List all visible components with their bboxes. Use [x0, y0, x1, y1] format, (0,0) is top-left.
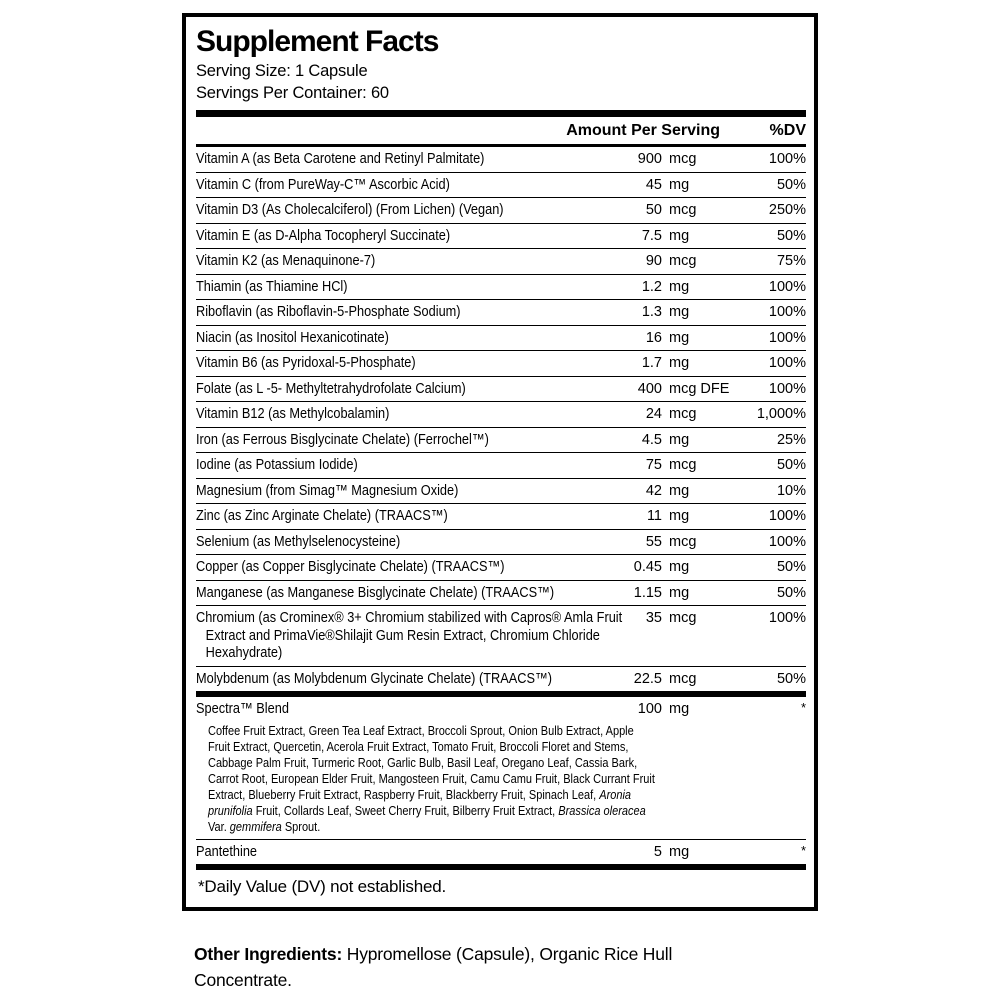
nutrient-name-line: Hexahydrate) [205, 645, 283, 661]
nutrient-row [196, 350, 806, 376]
nutrient-name-text: Selenium (as Methylselenocysteine) [196, 533, 401, 550]
amount-cell [616, 330, 720, 348]
blend-description-segment: Carrot Root, European Elder Fruit, Mangosteen Fruit, Camu Camu Fruit, Black Currant Fruit [208, 771, 655, 786]
nutrient-name-text: Vitamin B6 (as Pyridoxal-5-Phosphate) [196, 355, 416, 371]
blend-description-segment: Brassica oleracea [558, 803, 646, 818]
amount-cell [616, 279, 720, 297]
servings-per-container: Servings Per Container: 60 [196, 84, 389, 102]
amount-value: 400 [637, 380, 662, 397]
nutrient-name-text: Manganese (as Manganese Bisglycinate Chelate) (TRAACS™) [196, 584, 555, 601]
nutrient-row [196, 401, 806, 427]
nutrient-row [196, 666, 806, 692]
amount-value: 1.7 [641, 355, 662, 371]
nutrient-name-text: Molybdenum (as Molybdenum Glycinate Chelate) (TRAACS™) [196, 670, 553, 687]
dv-value: 50% [776, 670, 806, 687]
amount-cell [616, 202, 720, 220]
amount-unit: mcg [669, 202, 697, 218]
blend-section [196, 697, 806, 839]
dv-value: 100% [768, 329, 806, 346]
amount-cell [616, 406, 720, 424]
dv-value: * [800, 700, 806, 715]
blend-description-line [208, 723, 734, 739]
dv-value: 100% [768, 380, 806, 397]
amount-value: 45 [645, 176, 662, 193]
nutrient-name-text: Thiamin (as Thiamine HCl) [196, 278, 348, 295]
amount-unit: mg [669, 355, 690, 371]
nutrient-name-text: Vitamin D3 (As Cholecalciferol) (From Lichen) (Vegan) [196, 202, 504, 218]
amount-value: 35 [645, 610, 662, 626]
amount-cell [616, 844, 720, 862]
nutrient-name [196, 559, 616, 577]
amount-cell [616, 432, 720, 450]
amount-value: 42 [645, 482, 662, 499]
blend-description-segment: Fruit, Collards Leaf, Sweet Cherry Fruit, Bilberry Fruit Extract, [252, 803, 559, 818]
amount-value: 1.3 [641, 304, 662, 320]
amount-unit: mcg [669, 457, 697, 473]
amount-unit: mcg [669, 151, 697, 167]
dv-value: 100% [768, 610, 806, 626]
nutrient-name-line: Chromium (as Crominex® 3+ Chromium stabilized with Capros® Amla Fruit [196, 610, 623, 626]
amount-cell [616, 228, 720, 246]
amount-cell [616, 585, 720, 603]
amount-unit: mg [669, 431, 690, 448]
nutrient-row [196, 452, 806, 478]
amount-value: 16 [645, 329, 662, 346]
divider-thick-top [196, 110, 806, 117]
amount-value: 1.2 [641, 278, 662, 295]
blend-description-segment: Fruit Extract, Quercetin, Acerola Fruit Extract, Tomato Fruit, Broccoli Floret and Stems, [208, 739, 629, 754]
amount-unit: mcg [669, 610, 697, 626]
nutrient-name [196, 610, 623, 663]
blend-description-line [208, 755, 734, 771]
dv-value: 250% [768, 202, 806, 218]
column-header-row [196, 117, 806, 147]
nutrient-name-text: Iodine (as Potassium Iodide) [196, 457, 358, 473]
amount-value: 7.5 [641, 227, 662, 244]
nutrient-row [196, 223, 806, 249]
amount-unit: mg [669, 278, 690, 295]
nutrient-row [196, 325, 806, 351]
other-ingredients-label: Other Ingredients: [194, 944, 343, 964]
nutrient-row [196, 299, 806, 325]
dv-value: 100% [768, 151, 806, 167]
nutrient-name [196, 534, 616, 552]
nutrient-name-text: Zinc (as Zinc Arginate Chelate) (TRAACS™) [196, 508, 448, 524]
nutrient-name [196, 177, 616, 195]
amount-cell [616, 610, 720, 628]
blend-description-line [208, 787, 734, 803]
amount-value: 75 [645, 457, 662, 473]
nutrient-name-text: Vitamin C (from PureWay-C™ Ascorbic Acid) [196, 176, 450, 193]
dv-value: * [800, 842, 806, 858]
nutrient-name-text: Magnesium (from Simag™ Magnesium Oxide) [196, 482, 459, 499]
nutrient-row [196, 478, 806, 504]
amount-value: 50 [645, 202, 662, 218]
nutrient-name [196, 457, 616, 475]
amount-column-header: Amount Per Serving [566, 122, 720, 139]
nutrient-name-text: Vitamin A (as Beta Carotene and Retinyl Palmitate) [196, 151, 485, 167]
nutrient-name-line: Extract and PrimaVie®Shilajit Gum Resin Extract, Chromium Chloride [205, 627, 600, 644]
dv-value: 100% [768, 278, 806, 295]
amount-unit: mcg DFE [669, 380, 730, 397]
nutrient-name [196, 279, 616, 297]
dv-value: 50% [776, 457, 806, 473]
blend-description-line [208, 771, 734, 787]
other-ingredients [194, 941, 739, 993]
dv-value: 100% [768, 508, 806, 524]
amount-unit: mg [669, 304, 690, 320]
amount-unit: mg [669, 508, 690, 524]
amount-unit: mcg [669, 533, 697, 550]
supplement-facts-panel [182, 13, 818, 911]
dv-value: 50% [776, 584, 806, 601]
amount-unit: mg [669, 701, 690, 717]
amount-value: 100 [637, 701, 662, 717]
nutrient-name [196, 508, 616, 526]
blend-description-segment: prunifolia [208, 803, 253, 818]
nutrient-row [196, 839, 806, 865]
blend-description-line [208, 803, 734, 819]
nutrient-name-text: Vitamin K2 (as Menaquinone-7) [196, 253, 376, 269]
blend-description-segment: Var. [208, 819, 230, 834]
nutrient-row [196, 580, 806, 606]
amount-unit: mg [669, 482, 690, 499]
amount-cell [616, 177, 720, 195]
serving-size: Serving Size: 1 Capsule [196, 62, 368, 80]
amount-unit: mg [669, 227, 690, 244]
amount-unit: mg [669, 584, 690, 601]
nutrient-row [196, 697, 806, 722]
nutrient-name [196, 151, 616, 169]
nutrient-row [196, 503, 806, 529]
amount-value: 900 [637, 151, 662, 167]
nutrient-row [196, 554, 806, 580]
nutrient-name [196, 381, 616, 399]
nutrient-row [196, 274, 806, 300]
nutrient-name [196, 701, 616, 719]
amount-cell [616, 151, 720, 169]
amount-cell [616, 253, 720, 271]
amount-value: 5 [653, 843, 662, 860]
nutrient-name-text: Spectra™ Blend [196, 701, 289, 717]
nutrient-name-text: Niacin (as Inositol Hexanicotinate) [196, 329, 389, 346]
dv-value: 50% [776, 227, 806, 244]
nutrient-name [196, 671, 616, 689]
nutrient-rows [196, 147, 806, 691]
amount-unit: mg [669, 329, 690, 346]
nutrient-name [196, 330, 616, 348]
nutrient-row [196, 147, 806, 172]
amount-cell [616, 534, 720, 552]
nutrient-name-text: Vitamin E (as D-Alpha Tocopheryl Succinate) [196, 227, 451, 244]
nutrient-name-text: Vitamin B12 (as Methylcobalamin) [196, 406, 390, 422]
dv-value: 50% [776, 176, 806, 193]
blend-description-line [208, 819, 734, 835]
nutrient-name [196, 304, 616, 322]
blend-description-segment: Coffee Fruit Extract, Green Tea Leaf Extract, Broccoli Sprout, Onion Bulb Extract, Apple [208, 723, 634, 738]
nutrient-name [196, 432, 616, 450]
dv-value: 50% [776, 559, 806, 575]
nutrient-name [196, 228, 616, 246]
amount-unit: mcg [669, 406, 697, 422]
nutrient-row [196, 529, 806, 555]
dv-value: 10% [776, 482, 806, 499]
nutrient-row [196, 172, 806, 198]
amount-cell [616, 457, 720, 475]
dv-value: 100% [768, 304, 806, 320]
blend-description-segment: Cabbage Palm Fruit, Turmeric Root, Garlic Bulb, Basil Leaf, Oregano Leaf, Cassia Bark, [208, 755, 638, 770]
nutrient-name [196, 406, 616, 424]
blend-description-line [208, 739, 734, 755]
blend-description-segment: Sprout. [281, 819, 321, 834]
amount-value: 1.15 [633, 584, 662, 601]
nutrient-row [196, 376, 806, 402]
nutrient-name-text: Copper (as Copper Bisglycinate Chelate) (TRAACS™) [196, 559, 505, 575]
nutrient-name [196, 585, 616, 603]
amount-value: 55 [645, 533, 662, 550]
panel-title: Supplement Facts [196, 25, 439, 58]
nutrient-name-text: Riboflavin (as Riboflavin-5-Phosphate Sodium) [196, 304, 461, 320]
dv-value: 100% [768, 355, 806, 371]
blend-description-segment: gemmifera [229, 819, 282, 834]
dv-value: 1,000% [756, 406, 806, 422]
amount-cell [616, 701, 720, 719]
amount-cell [616, 559, 720, 577]
blend-description-segment: Extract, Blueberry Fruit Extract, Raspberry Fruit, Blackberry Fruit, Spinach Leaf, [208, 787, 600, 802]
dv-value: 100% [768, 533, 806, 550]
amount-value: 24 [645, 406, 662, 422]
amount-value: 4.5 [641, 431, 662, 448]
nutrient-row [196, 248, 806, 274]
amount-cell [616, 671, 720, 689]
blend-description [196, 722, 806, 839]
nutrient-row [196, 605, 806, 666]
blend-description-segment: Aronia [599, 787, 632, 802]
amount-cell [616, 304, 720, 322]
amount-cell [616, 483, 720, 501]
extra-rows [196, 839, 806, 865]
other-ingredients-text: Hypromellose (Capsule), Organic Rice Hull Concentrate. [194, 944, 673, 990]
dv-value: 25% [776, 431, 806, 448]
amount-cell [616, 508, 720, 526]
nutrient-name [196, 253, 616, 271]
amount-value: 0.45 [633, 559, 662, 575]
dv-footnote: *Daily Value (DV) not established. [198, 877, 447, 896]
amount-unit: mcg [669, 253, 697, 269]
amount-value: 22.5 [633, 670, 662, 687]
nutrient-name [196, 202, 616, 220]
dv-value: 75% [776, 253, 806, 269]
nutrient-name-text: Iron (as Ferrous Bisglycinate Chelate) (Ferrochel™) [196, 431, 489, 448]
amount-cell [616, 355, 720, 373]
amount-unit: mcg [669, 670, 697, 687]
nutrient-row [196, 427, 806, 453]
amount-value: 11 [646, 508, 662, 524]
amount-value: 90 [645, 253, 662, 269]
dv-column-header: %DV [769, 122, 806, 139]
amount-unit: mg [669, 176, 690, 193]
amount-unit: mg [669, 559, 690, 575]
nutrient-name-text: Folate (as L -5- Methyltetrahydrofolate Calcium) [196, 380, 466, 397]
nutrient-row [196, 197, 806, 223]
nutrient-name-text: Pantethine [196, 843, 258, 860]
nutrient-name [196, 483, 616, 501]
amount-unit: mg [669, 843, 690, 860]
nutrient-name [196, 355, 616, 373]
nutrient-name [196, 844, 616, 862]
amount-cell [616, 380, 730, 399]
